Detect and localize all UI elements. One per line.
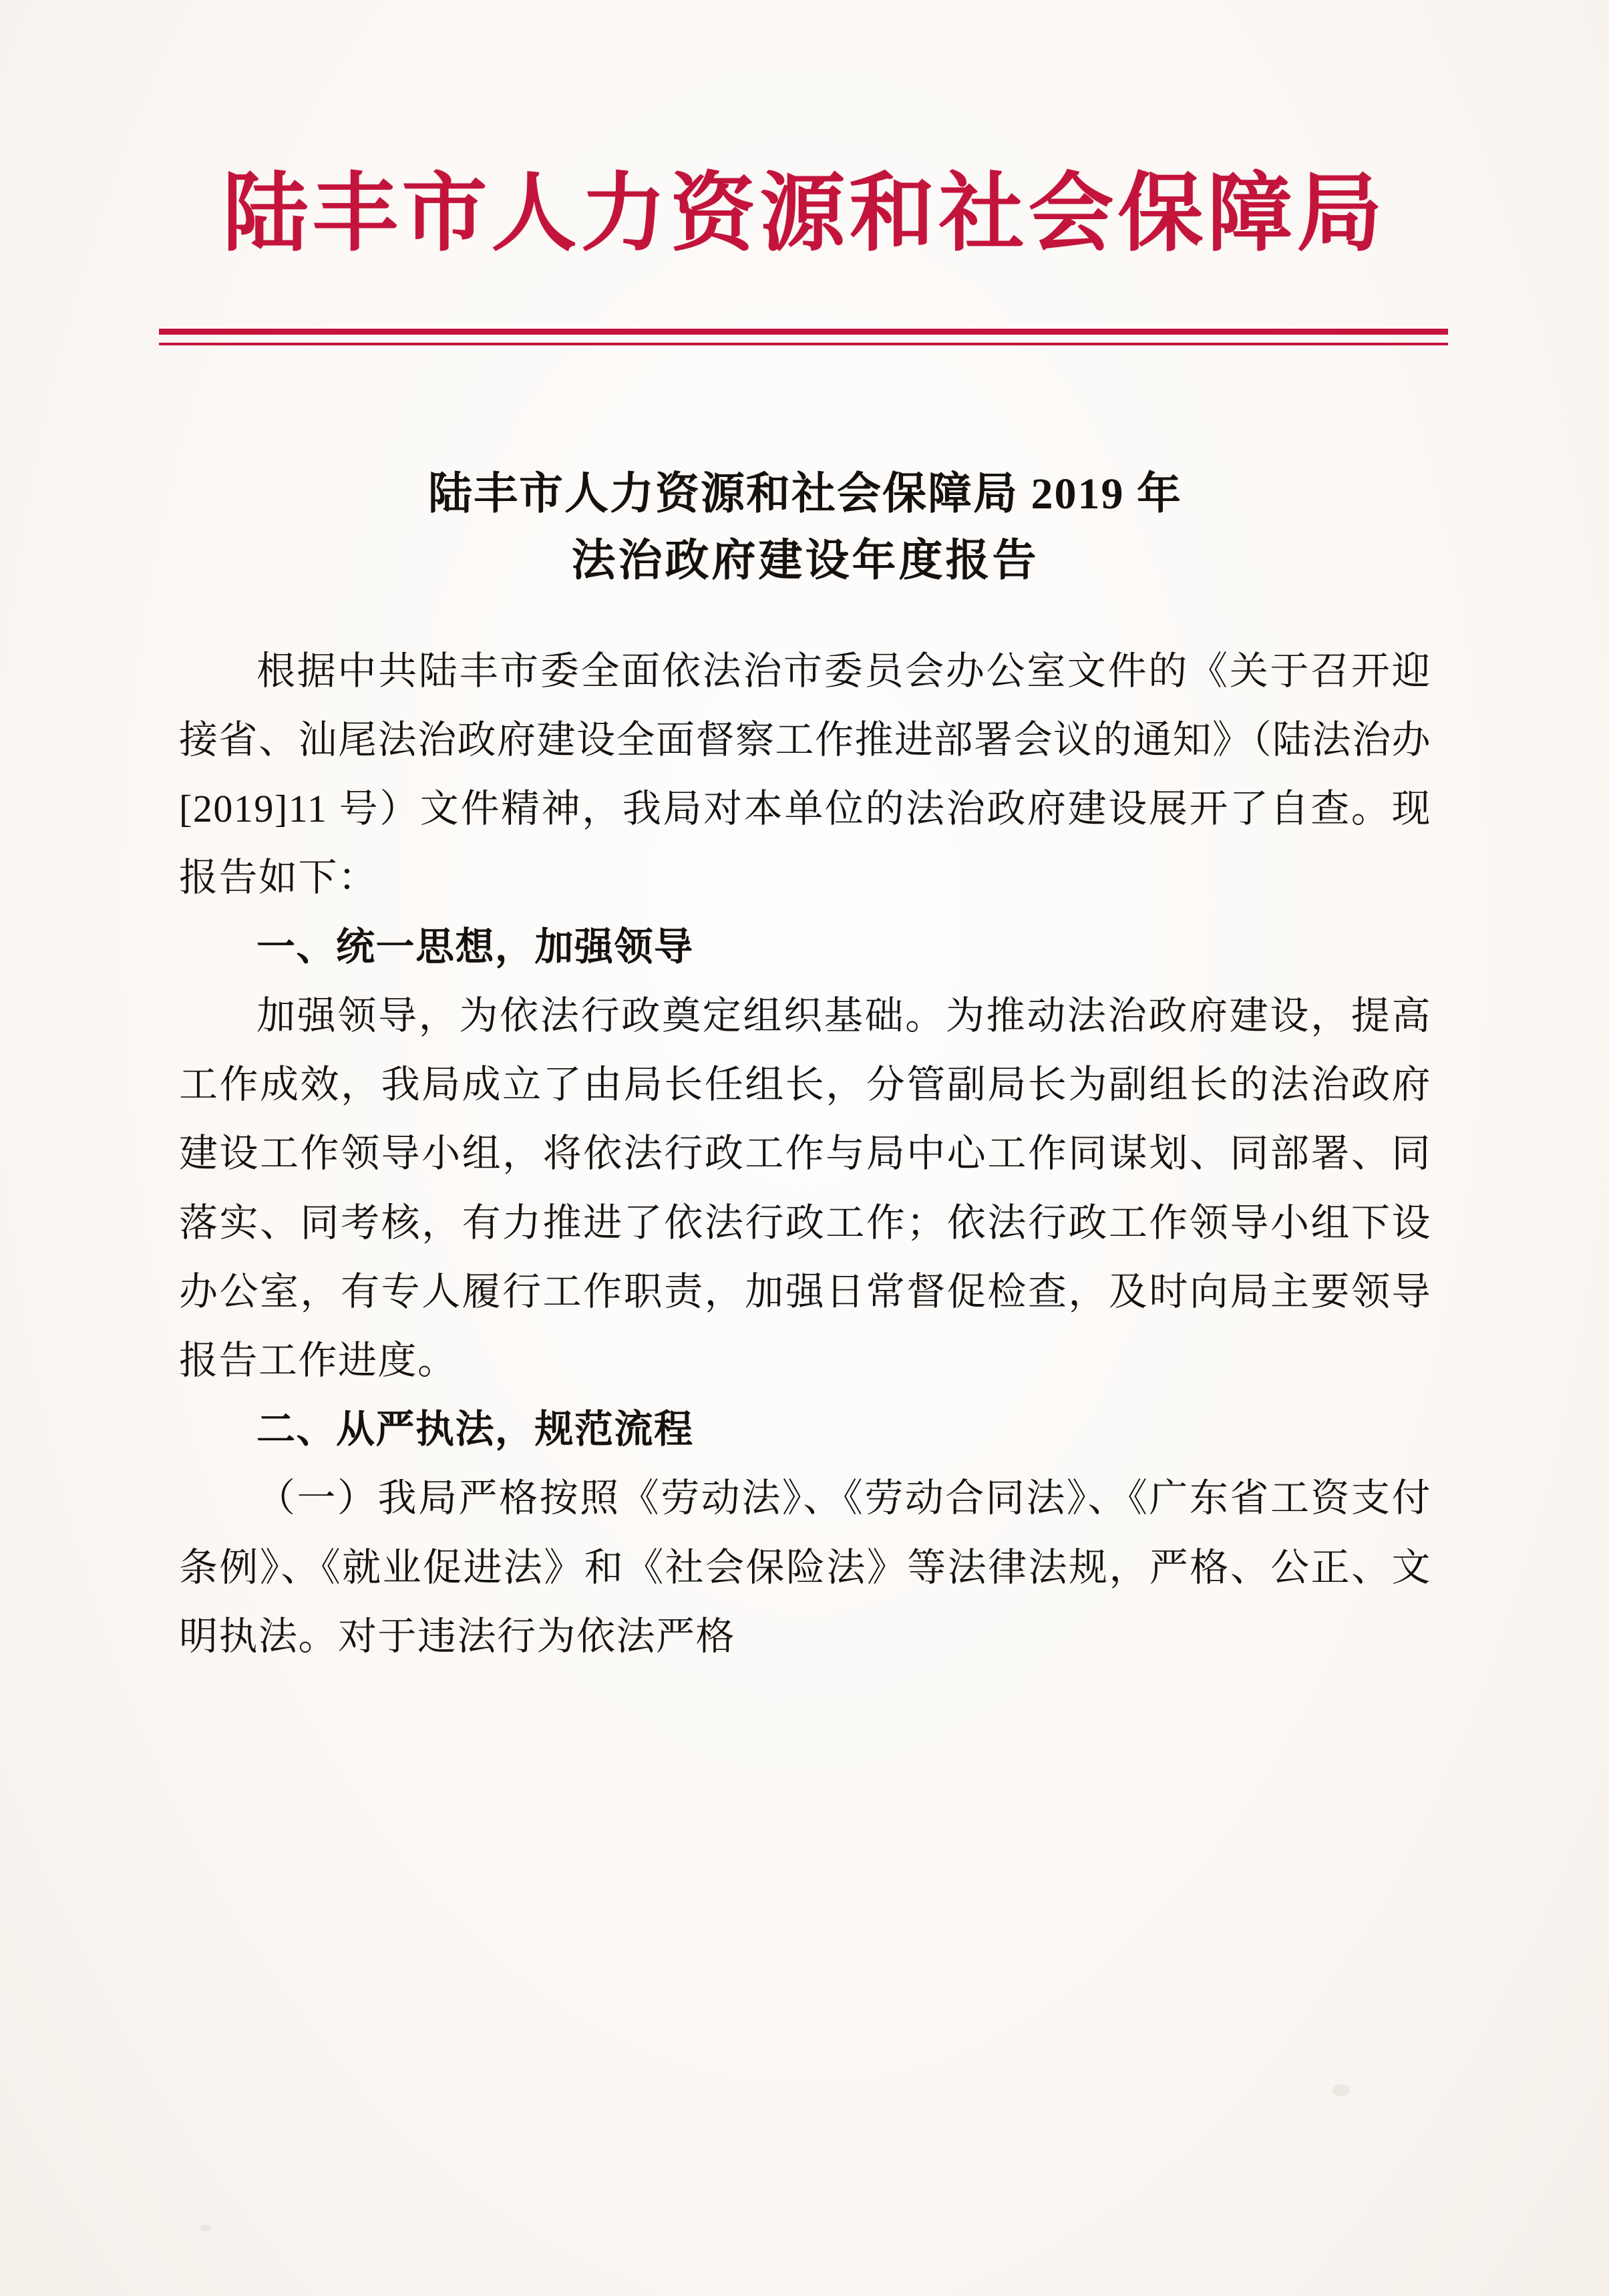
document-title [179,461,1431,595]
scan-artifact [200,2225,211,2231]
body-paragraph-intro: 根据中共陆丰市委全面依法治市委员会办公室文件的《关于召开迎接省、汕尾法治政府建设全面督察工作推进部署会议的通知》（陆法治办[2019]11 号）文件精神，我局对本单位的法治政府建设展开了自查。现报告如下： [179,649,1432,900]
document-title-line-1: 陆丰市人力资源和社会保障局 2019 年 [428,470,1182,518]
letterhead-rule-thin [159,343,1448,345]
document-body [179,461,1431,1671]
letterhead-organization: 陆丰市人力资源和社会保障局 [222,166,1387,261]
section-heading-2: 二、从严执法，规范流程 [256,1408,694,1452]
scan-artifact [1332,2084,1350,2096]
document-title-line-2: 法治政府建设年度报告 [571,536,1039,586]
section-heading-1: 一、统一思想，加强领导 [256,925,694,969]
letterhead-rules [159,329,1448,345]
body-paragraph-section-2: （一）我局严格按照《劳动法》、《劳动合同法》、《广东省工资支付条例》、《就业促进法》和《社会保险法》等法律法规，严格、公正、文明执法。对于违法行为依法严格 [179,1476,1431,1658]
letterhead [0,167,1609,261]
body-paragraph-section-1: 加强领导，为依法行政奠定组织基础。为推动法治政府建设，提高工作成效，我局成立了由局长任组长，分管副局长为副组长的法治政府建设工作领导小组，将依法行政工作与局中心工作同谋划、同部署、同落实、同考核，有力推进了依法行政工作；依法行政工作领导小组下设办公室，有专人履行工作职责，加强日常督促检查，及时向局主要领导报告工作进度。 [179,993,1431,1382]
letterhead-rule-thick [159,329,1448,335]
